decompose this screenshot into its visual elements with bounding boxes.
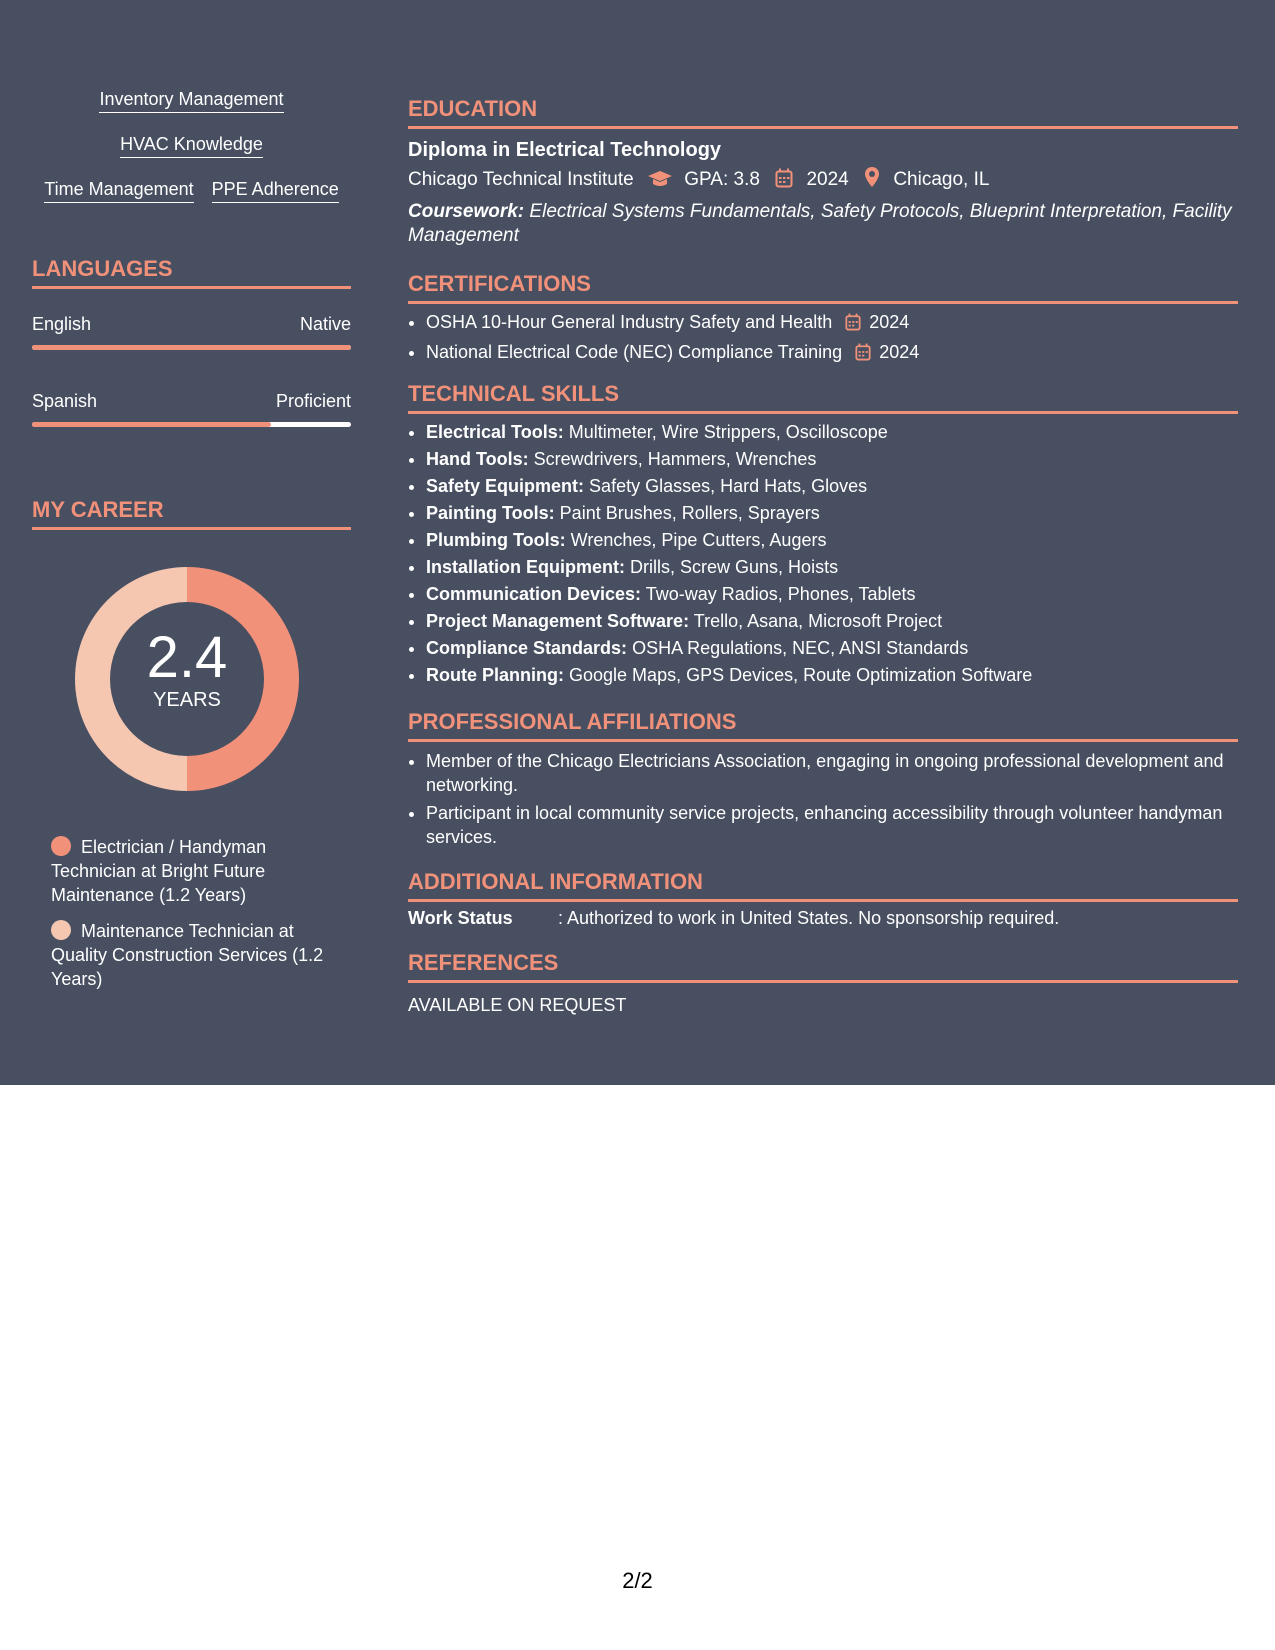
language-level: Native (299, 314, 351, 334)
section-title: LANGUAGES (32, 256, 351, 289)
list-item (426, 419, 1238, 446)
skill-tag: HVAC Knowledge (120, 133, 263, 158)
skill-category: Installation Equipment: (426, 557, 626, 577)
coursework-label: Coursework: (408, 201, 525, 222)
language-bar (32, 422, 351, 427)
certification-year: 2024 (869, 312, 910, 332)
location-pin-icon (864, 166, 880, 198)
skill-values: Wrenches, Pipe Cutters, Augers (570, 530, 827, 550)
calendar-icon (775, 168, 793, 198)
skill-tag: PPE Adherence (212, 178, 339, 203)
coursework (408, 200, 1238, 248)
language-name: Spanish (32, 391, 98, 411)
list-item (426, 339, 1238, 369)
skill-values: Trello, Asana, Microsoft Project (693, 611, 943, 631)
language-item (32, 390, 351, 427)
work-status-label: Work Status (408, 908, 513, 928)
career-total-unit: YEARS (153, 689, 221, 711)
legend-label: Maintenance Technician at Quality Construction Services (1.2 Years) (51, 921, 324, 989)
skill-tag: Inventory Management (99, 88, 283, 113)
career-legend (51, 835, 331, 991)
certifications-section (408, 271, 1238, 369)
list-item (426, 635, 1238, 662)
certifications-list (408, 309, 1238, 369)
list-item (426, 446, 1238, 473)
gpa-value: GPA: 3.8 (684, 169, 760, 190)
skill-category: Project Management Software: (426, 611, 690, 631)
list-item (426, 662, 1238, 689)
section-title: TECHNICAL SKILLS (408, 381, 1238, 414)
skill-values: Screwdrivers, Hammers, Wrenches (533, 449, 817, 469)
work-status-row (408, 906, 1238, 930)
graduation-cap-icon (647, 168, 673, 198)
skill-values: Google Maps, GPS Devices, Route Optimization Software (569, 665, 1033, 685)
section-title: REFERENCES (408, 950, 1238, 983)
graduation-year: 2024 (806, 169, 849, 190)
list-item (426, 608, 1238, 635)
skill-category: Plumbing Tools: (426, 530, 566, 550)
skill-category: Communication Devices: (426, 584, 642, 604)
legend-label: Electrician / Handyman Technician at Bright Future Maintenance (1.2 Years) (51, 837, 267, 905)
education-details (408, 165, 1238, 198)
skill-values: Drills, Screw Guns, Hoists (630, 557, 839, 577)
section-title: MY CAREER (32, 497, 351, 530)
technical-skills-list (408, 419, 1238, 689)
language-name: English (32, 314, 92, 334)
list-item (426, 581, 1238, 608)
list-item (426, 554, 1238, 581)
education-section (408, 96, 1238, 248)
school-name: Chicago Technical Institute (408, 169, 634, 190)
technical-skills-section (408, 381, 1238, 689)
skill-values: OSHA Regulations, NEC, ANSI Standards (632, 638, 969, 658)
skills-tags (32, 88, 351, 203)
legend-dot (51, 836, 71, 856)
legend-item (51, 919, 331, 991)
degree-title: Diploma in Electrical Technology (408, 139, 722, 161)
list-item (426, 473, 1238, 500)
list-item: • Participant in local community service projects, enhancing accessibility through volunteer handyman services. (426, 801, 1238, 849)
skill-category: Hand Tools: (426, 449, 529, 469)
legend-dot (51, 920, 71, 940)
career-total (67, 627, 307, 711)
skill-values: Multimeter, Wire Strippers, Oscilloscope (568, 422, 888, 442)
list-item (426, 309, 1238, 339)
affiliations-list (408, 749, 1238, 849)
language-bar (32, 345, 351, 350)
certification-year: 2024 (879, 342, 920, 362)
language-bar-fill (32, 422, 271, 427)
skill-values: Two-way Radios, Phones, Tablets (645, 584, 916, 604)
section-title: CERTIFICATIONS (408, 271, 1238, 304)
certification-name: National Electrical Code (NEC) Compliance Training (426, 342, 843, 362)
skill-category: Electrical Tools: (426, 422, 564, 442)
list-item: • Member of the Chicago Electricians Association, engaging in ongoing professional development and networking. (426, 749, 1238, 797)
languages-section (32, 256, 351, 427)
affiliations-section (408, 709, 1238, 849)
skill-category: Painting Tools: (426, 503, 555, 523)
certification-name: OSHA 10-Hour General Industry Safety and Health (426, 312, 833, 332)
skill-category: Safety Equipment: (426, 476, 585, 496)
references-text: AVAILABLE ON REQUEST (408, 995, 627, 1015)
career-section (32, 497, 351, 989)
language-level: Proficient (275, 391, 351, 411)
language-bar-fill (32, 345, 351, 350)
skill-tag: Time Management (44, 178, 193, 203)
legend-item (51, 835, 331, 907)
coursework-list: Electrical Systems Fundamentals, Safety Protocols, Blueprint Interpretation, Facility Management (408, 201, 1232, 246)
calendar-icon (855, 342, 871, 369)
list-item (426, 527, 1238, 554)
list-item (426, 500, 1238, 527)
career-total-value: 2.4 (146, 625, 228, 690)
skill-values: Safety Glasses, Hard Hats, Gloves (589, 476, 868, 496)
skill-category: Compliance Standards: (426, 638, 628, 658)
language-item (32, 313, 351, 350)
references-section (408, 950, 1238, 1017)
calendar-icon (845, 312, 861, 339)
school-location: Chicago, IL (893, 169, 990, 190)
section-title: EDUCATION (408, 96, 1238, 129)
page-number: 2/2 (622, 1568, 653, 1593)
section-title: PROFESSIONAL AFFILIATIONS (408, 709, 1238, 742)
work-status-value: : Authorized to work in United States. No sponsorship required. (558, 908, 1060, 928)
additional-info-section (408, 869, 1238, 930)
skill-category: Route Planning: (426, 665, 564, 685)
section-title: ADDITIONAL INFORMATION (408, 869, 1238, 902)
skill-values: Paint Brushes, Rollers, Sprayers (559, 503, 820, 523)
